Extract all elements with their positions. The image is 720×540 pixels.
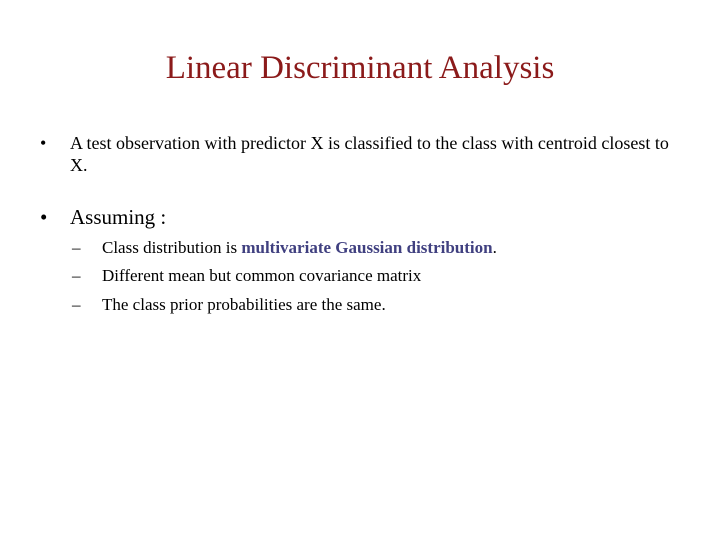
- bullet-text: A test observation with predictor X is classified to the class with centroid closest to X.: [70, 133, 669, 175]
- sub-bullet-text: Different mean but common covariance matrix: [102, 266, 422, 285]
- emphasized-term: multivariate Gaussian distribution: [241, 238, 493, 257]
- bullet-marker: •: [40, 205, 48, 229]
- dash-marker: –: [72, 238, 81, 257]
- bullet-text: Assuming :: [70, 205, 167, 229]
- dash-marker: –: [72, 295, 81, 314]
- dash-marker: –: [72, 266, 81, 285]
- sub-bullet-text: The class prior probabilities are the same.: [102, 295, 386, 314]
- sub-bullet-text-start: Class distribution is: [102, 238, 242, 257]
- sub-bullet-text: [102, 237, 497, 259]
- bullet-marker: •: [40, 133, 47, 153]
- slide-title: Linear Discriminant Analysis: [165, 50, 555, 86]
- sub-bullet-text-end: .: [492, 238, 497, 257]
